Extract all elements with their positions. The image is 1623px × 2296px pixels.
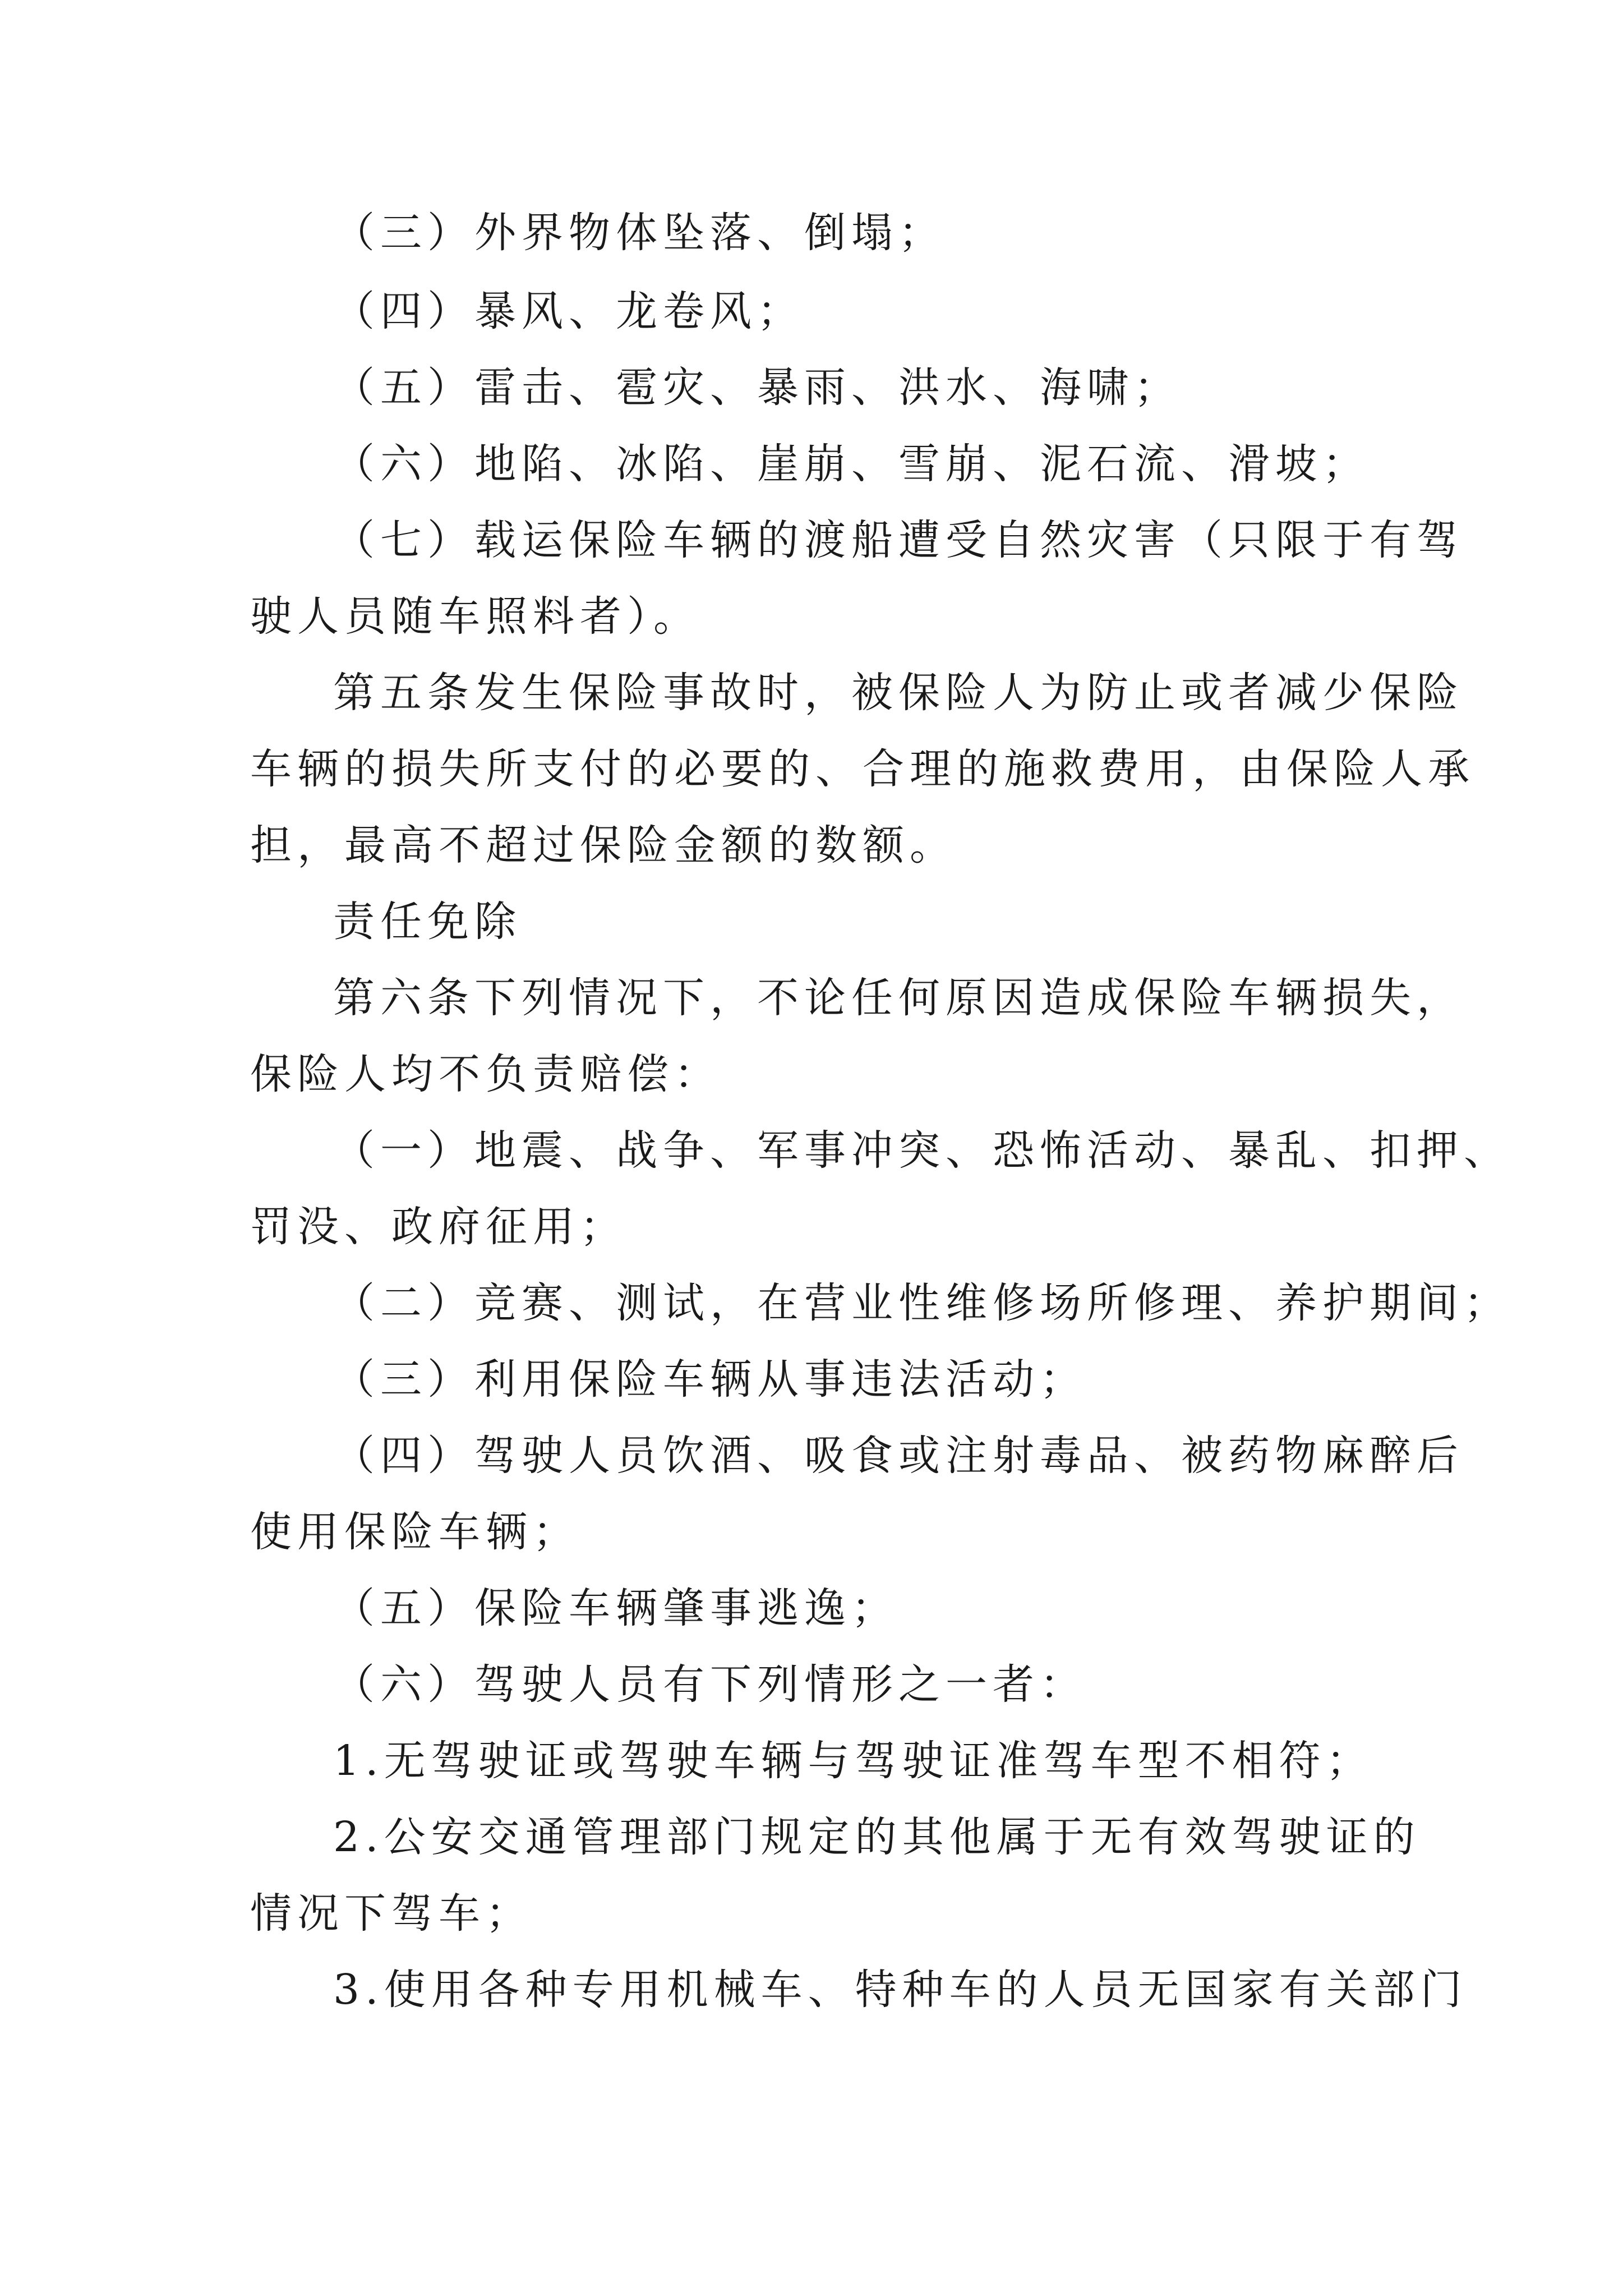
text-line: （五）保险车辆肇事逃逸； xyxy=(333,1584,898,1632)
text-line: 第六条下列情况下，不论任何原因造成保险车辆损失， xyxy=(333,974,1464,1022)
text-line: 使用保险车辆； xyxy=(250,1508,580,1556)
text-line: （二）竞赛、测试，在营业性维修场所修理、养护期间； xyxy=(333,1279,1511,1327)
text-line: （一）地震、战争、军事冲突、恐怖活动、暴乱、扣押、 xyxy=(333,1126,1511,1175)
text-line: 3.使用各种专用机械车、特种车的人员无国家有关部门 xyxy=(333,1966,1468,2014)
text-line: 车辆的损失所支付的必要的、合理的施救费用，由保险人承 xyxy=(250,745,1475,793)
text-line: （六）驾驶人员有下列情形之一者： xyxy=(333,1660,1087,1709)
text-line: （三）利用保险车辆从事违法活动； xyxy=(333,1355,1087,1404)
text-line: （四）暴风、龙卷风； xyxy=(333,287,804,335)
text-line: 第五条发生保险事故时，被保险人为防止或者减少保险 xyxy=(333,669,1464,717)
text-line: 驶人员随车照料者）。 xyxy=(250,592,700,641)
text-line: 罚没、政府征用； xyxy=(250,1203,627,1251)
text-line: （六）地陷、冰陷、崖崩、雪崩、泥石流、滑坡； xyxy=(333,440,1370,488)
text-line: 1.无驾驶证或驾驶车辆与驾驶证准驾车型不相符； xyxy=(333,1737,1373,1785)
text-line: 2.公安交通管理部门规定的其他属于无有效驾驶证的 xyxy=(333,1813,1421,1861)
text-line: 保险人均不负责赔偿： xyxy=(250,1050,721,1098)
text-line: （五）雷击、雹灾、暴雨、洪水、海啸； xyxy=(333,364,1181,412)
section-heading: 责任免除 xyxy=(333,898,522,946)
text-line: （三）外界物体坠落、倒塌； xyxy=(333,209,946,257)
text-line: （四）驾驶人员饮酒、吸食或注射毒品、被药物麻醉后 xyxy=(333,1432,1464,1480)
text-line: （七）载运保险车辆的渡船遭受自然灾害（只限于有驾 xyxy=(333,516,1464,564)
text-line: 担，最高不超过保险金额的数额。 xyxy=(250,821,957,869)
text-line: 情况下驾车； xyxy=(250,1889,533,1938)
